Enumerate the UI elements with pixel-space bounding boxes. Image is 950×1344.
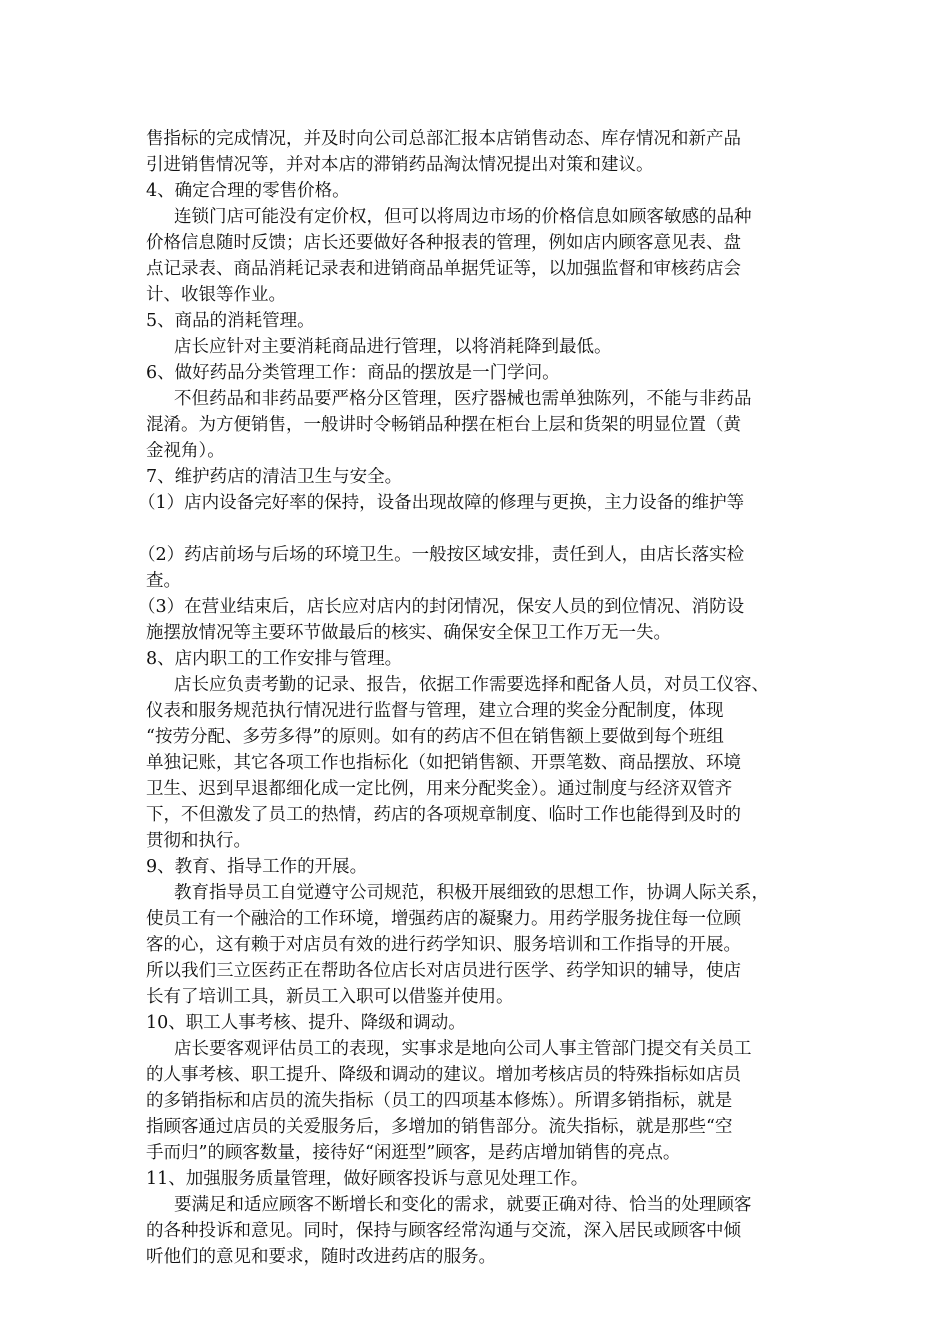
list-item: （2）药店前场与后场的环境卫生。一般按区域安排，责任到人，由店长落实检 [138,545,745,565]
text-line: “按劳分配、多劳多得”的原则。如有的药店不但在销售额上要做到每个班组 [146,727,724,747]
text-line: 仪表和服务规范执行情况进行监督与管理，建立合理的奖金分配制度，体现 [146,701,724,721]
document-page [138,126,816,1270]
text-line: 听他们的意见和要求，随时改进药店的服务。 [146,1247,496,1267]
section-heading: 10、职工人事考核、提升、降级和调动。 [146,1013,466,1033]
text-line: 下，不但激发了员工的热情，药店的各项规章制度、临时工作也能得到及时的 [146,805,741,825]
text-line: 的各种投诉和意见。同时，保持与顾客经常沟通与交流，深入居民或顾客中倾 [146,1221,741,1241]
text-line: 金视角）。 [146,441,225,461]
text-line: 售指标的完成情况，并及时向公司总部汇报本店销售动态、库存情况和新产品 [146,129,741,149]
text-line: 引进销售情况等，并对本店的滞销药品淘汰情况提出对策和建议。 [146,155,654,175]
list-item: （3）在营业结束后，店长应对店内的封闭情况，保安人员的到位情况、消防设 [138,597,745,617]
text-line: 的多销指标和店员的流失指标（员工的四项基本修炼）。所谓多销指标，就是 [146,1091,733,1111]
section-heading: 5、商品的消耗管理。 [146,311,315,331]
paragraph-start: 店长要客观评估员工的表现，实事求是地向公司人事主管部门提交有关员工 [174,1039,752,1059]
text-line: 卫生、迟到早退都细化成一定比例，用来分配奖金）。通过制度与经济双管齐 [146,779,733,799]
text-line: 混淆。为方便销售，一般讲时令畅销品种摆在柜台上层和货架的明显位置（黄 [146,415,741,435]
list-item: （1）店内设备完好率的保持，设备出现故障的修理与更换，主力设备的维护等 [138,493,745,513]
text-line: 价格信息随时反馈；店长还要做好各种报表的管理，例如店内顾客意见表、盘 [146,233,741,253]
text-line: 指顾客通过店员的关爱服务后，多增加的销售部分。流失指标，就是那些“空 [146,1117,733,1137]
text-line: 长有了培训工具，新员工入职可以借鉴并使用。 [146,987,514,1007]
text-line: 单独记账，其它各项工作也指标化（如把销售额、开票笔数、商品摆放、环境 [146,753,741,773]
paragraph-start: 要满足和适应顾客不断增长和变化的需求，就要正确对待、恰当的处理顾客 [174,1195,752,1215]
text-line: 计、收银等作业。 [146,285,286,305]
text-line: 查。 [146,571,181,591]
text-line: 贯彻和执行。 [146,831,251,851]
text-line: 客的心，这有赖于对店员有效的进行药学知识、服务培训和工作指导的开展。 [146,935,741,955]
section-heading: 8、店内职工的工作安排与管理。 [146,649,403,669]
paragraph-start: 店长应针对主要消耗商品进行管理，以将消耗降到最低。 [174,337,612,357]
text-line: 点记录表、商品消耗记录表和进销商品单据凭证等，以加强监督和审核药店会 [146,259,741,279]
paragraph-start: 不但药品和非药品要严格分区管理，医疗器械也需单独陈列，不能与非药品 [174,389,752,409]
text-line: 使员工有一个融洽的工作环境，增强药店的凝聚力。用药学服务拢住每一位顾 [146,909,741,929]
paragraph-start: 连锁门店可能没有定价权，但可以将周边市场的价格信息如顾客敏感的品种 [174,207,752,227]
section-heading: 4、确定合理的零售价格。 [146,181,350,201]
paragraph-start: 店长应负责考勤的记录、报告，依据工作需要选择和配备人员，对员工仪容、 [174,675,769,695]
section-heading: 7、维护药店的清洁卫生与安全。 [146,467,403,487]
section-heading: 6、做好药品分类管理工作：商品的摆放是一门学问。 [146,363,560,383]
blank-line [146,516,816,542]
text-line: 施摆放情况等主要环节做最后的核实、确保安全保卫工作万无一失。 [146,623,671,643]
section-heading: 11、加强服务质量管理，做好顾客投诉与意见处理工作。 [146,1169,589,1189]
text-line: 的人事考核、职工提升、降级和调动的建议。增加考核店员的特殊指标如店员 [146,1065,741,1085]
section-heading: 9、教育、指导工作的开展。 [146,857,368,877]
text-line: 所以我们三立医药正在帮助各位店长对店员进行医学、药学知识的辅导，使店 [146,961,741,981]
text-line: 手而归”的顾客数量，接待好“闲逛型”顾客，是药店增加销售的亮点。 [146,1143,681,1163]
paragraph-start: 教育指导员工自觉遵守公司规范，积极开展细致的思想工作，协调人际关系， [174,883,769,903]
